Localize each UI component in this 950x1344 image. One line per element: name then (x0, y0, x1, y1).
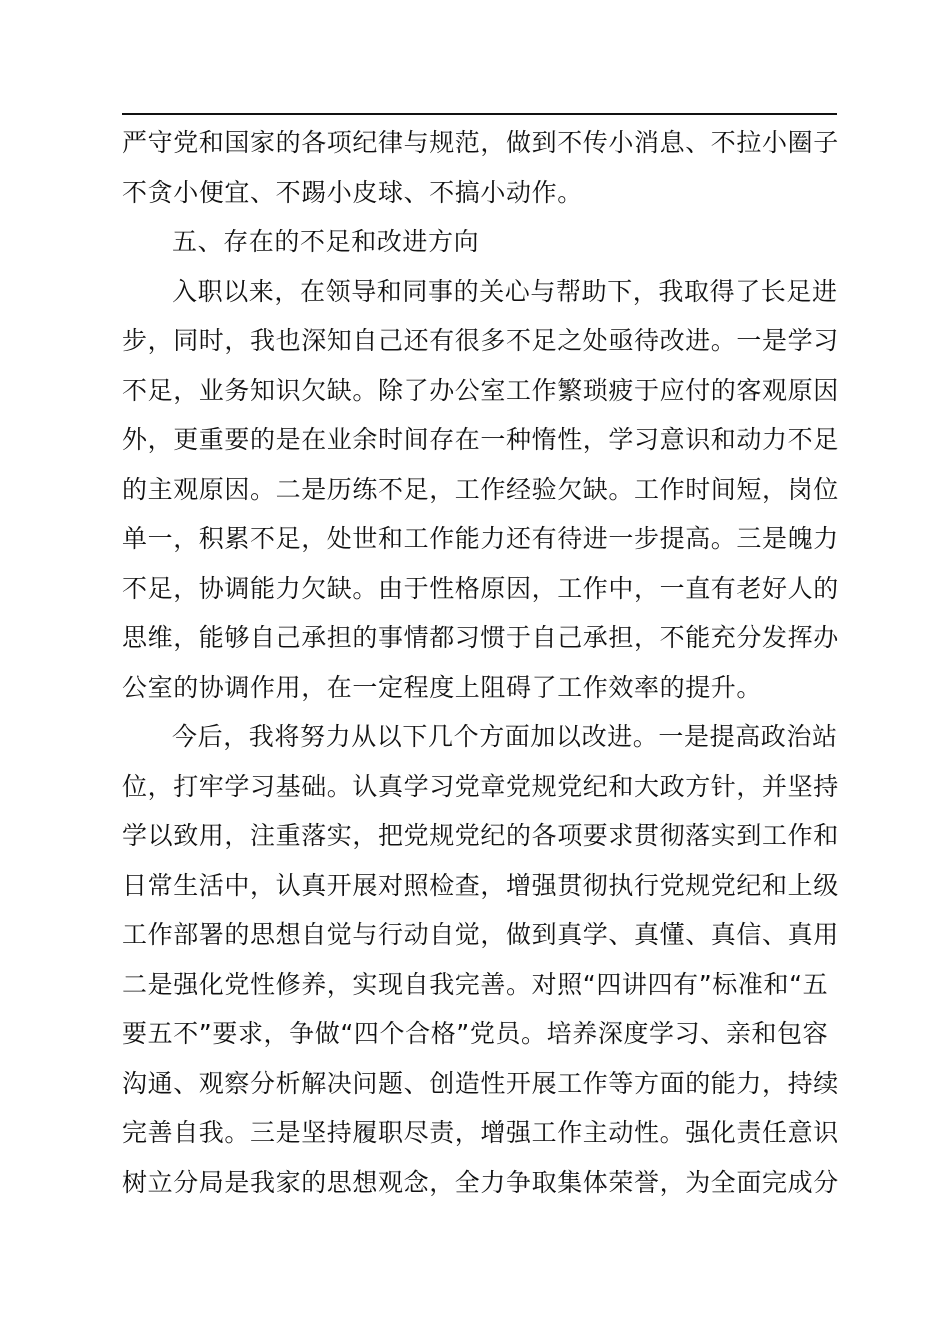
text-line: 日常生活中，认真开展对照检查，增强贯彻执行党规党纪和上级 (122, 870, 839, 900)
text-line: 树立分局是我家的思想观念，全力争取集体荣誉，为全面完成分 (122, 1167, 839, 1197)
text-line: 二是强化党性修养，实现自我完善。对照“四讲四有”标准和“五 (122, 969, 829, 999)
text-line: 不贪小便宜、不踢小皮球、不搞小动作。 (122, 177, 583, 207)
text-line: 不足，协调能力欠缺。由于性格原因，工作中，一直有老好人的 (122, 573, 839, 603)
body-text (122, 118, 840, 1207)
text-line: 位，打牢学习基础。认真学习党章党规党纪和大政方针，并坚持 (122, 771, 839, 801)
paragraph-first-line: 今后，我将努力从以下几个方面加以改进。一是提高政治站 (172, 722, 838, 751)
header-rule (122, 113, 837, 115)
text-line: 步，同时，我也深知自己还有很多不足之处亟待改进。一是学习 (122, 326, 839, 355)
text-line: 严守党和国家的各项纪律与规范，做到不传小消息、不拉小圈子 (122, 128, 839, 157)
text-line: 不足，业务知识欠缺。除了办公室工作繁琐疲于应付的客观原因 (122, 375, 839, 405)
text-line: 完善自我。三是坚持履职尽责，增强工作主动性。强化责任意识 (122, 1118, 839, 1147)
text-line: 外，更重要的是在业余时间存在一种惰性，学习意识和动力不足 (122, 425, 839, 454)
text-line: 公室的协调作用，在一定程度上阻碍了工作效率的提升。 (122, 672, 763, 702)
text-line: 思维，能够自己承担的事情都习惯于自己承担，不能充分发挥办 (122, 623, 839, 652)
text-line: 学以致用，注重落实，把党规党纪的各项要求贯彻落实到工作和 (122, 821, 839, 850)
text-line: 的主观原因。二是历练不足，工作经验欠缺。工作时间短，岗位 (122, 474, 839, 504)
text-line: 工作部署的思想自觉与行动自觉，做到真学、真懂、真信、真用 (122, 920, 839, 949)
paragraph-first-line: 入职以来，在领导和同事的关心与帮助下，我取得了长足进 (172, 276, 838, 306)
text-line: 沟通、观察分析解决问题、创造性开展工作等方面的能力，持续 (122, 1068, 839, 1098)
text-line: 要五不”要求，争做“四个合格”党员。培养深度学习、亲和包容 (122, 1019, 829, 1048)
text-line: 单一，积累不足，处世和工作能力还有待进一步提高。三是魄力 (122, 524, 839, 553)
paragraph-first-line: 五、存在的不足和改进方向 (172, 227, 480, 256)
